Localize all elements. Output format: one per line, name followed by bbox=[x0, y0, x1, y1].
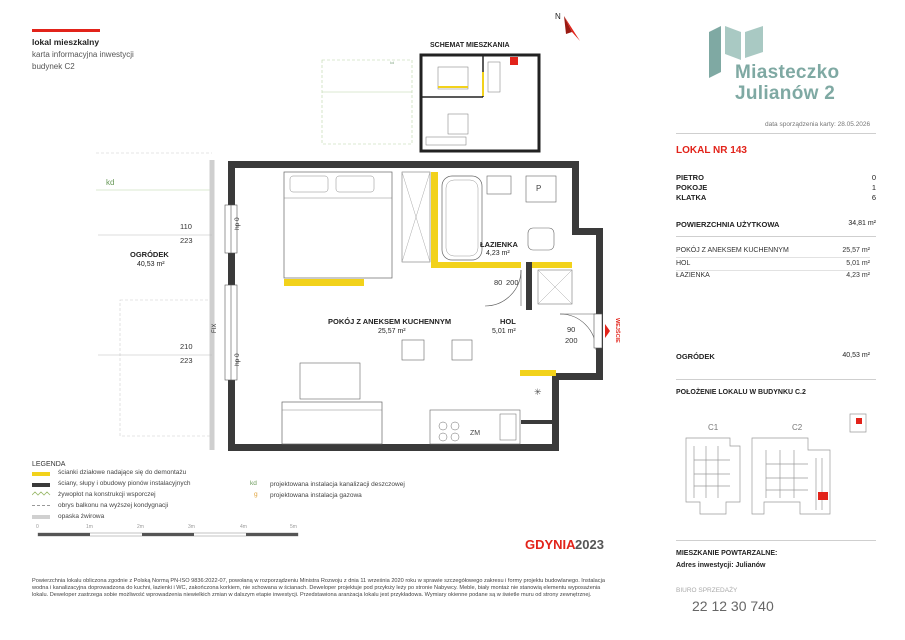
room-name: POKÓJ Z ANEKSEM KUCHENNYM bbox=[676, 247, 789, 254]
main-room-area: 25,57 m² bbox=[378, 328, 406, 335]
building-c2-label: C2 bbox=[792, 423, 803, 432]
main-room-name: POKÓJ Z ANEKSEM KUCHENNYM bbox=[328, 317, 452, 326]
rain-drain-label: kd bbox=[106, 178, 115, 187]
gas-symbol: g bbox=[254, 491, 258, 498]
usable-area-value: 34,81 m² bbox=[848, 220, 876, 227]
investment-address: Adres inwestycji: Julianów bbox=[676, 562, 766, 569]
entrance-label: WEJŚCIE bbox=[614, 318, 620, 343]
usable-area-label: POWIERZCHNIA UŻYTKOWA bbox=[676, 220, 780, 229]
sales-label: BIURO SPRZEDAŻY bbox=[676, 587, 738, 594]
rain-drain-symbol: kd bbox=[250, 480, 257, 487]
divider bbox=[676, 540, 876, 541]
bathroom-area: 4,23 m² bbox=[486, 250, 510, 257]
unit-number: LOKAL NR 143 bbox=[676, 145, 747, 156]
legend-item: projektowana instalacja gazowa bbox=[270, 492, 362, 499]
scale-label: 5m bbox=[290, 524, 297, 530]
sheet-date: data sporządzenia karty: 28.05.2026 bbox=[765, 121, 871, 128]
repeat-title: MIESZKANIE POWTARZALNE: bbox=[676, 550, 778, 557]
sill-height-1: hp 0 bbox=[234, 217, 241, 230]
divider bbox=[676, 236, 876, 237]
window2-height: 223 bbox=[180, 356, 193, 365]
sales-phone: 22 12 30 740 bbox=[692, 598, 774, 614]
city-year: 2023 bbox=[575, 537, 604, 552]
hall-name: HOL bbox=[500, 317, 516, 326]
svg-text:✳: ✳ bbox=[534, 387, 542, 397]
fridge-label: P bbox=[536, 184, 542, 193]
room-name: HOL bbox=[676, 260, 691, 267]
floor-value: 0 bbox=[871, 173, 876, 182]
rooms-label: POKOJE bbox=[676, 183, 708, 192]
legend-item: obrys balkonu na wyższej kondygnacji bbox=[58, 502, 169, 509]
scale-label: 4m bbox=[240, 524, 247, 530]
legend-item: żywopłot na konstrukcji wsporczej bbox=[58, 491, 156, 498]
doc-building: budynek C2 bbox=[32, 62, 75, 71]
footnote: Powierzchnia lokalu obliczona zgodnie z Polską Normą PN-ISO 9836:2022-07, powołaną w rozporządzeniu Ministra Rozwoju z dnia 11 września 2020 roku w sprawie szczegółowego zakresu i formy projektu budowlanego. Instalacja wodna i kanalizacyjna doprowadzona do kuchni, łazienki i WC, zakończona korkiem, nie schowana w ścianach. Deweloper projektuje pod przyłoży leży po stronie Nabywcy. Meble, biały montaż nie stanowią elementu wyposażenia lokalu. Deweloper zastrzega sobie możliwość wprowadzenia niewielkich zmian w dalszym etapie inwestycji. Przedstawiona aranżacja lokalu jest przykładowa. Wymiary okienne podane są w świetle muru od strony zewnętrznej. bbox=[32, 578, 605, 598]
divider bbox=[676, 133, 876, 134]
scale-label: 1m bbox=[86, 524, 93, 530]
legend-swatch-removable bbox=[32, 472, 50, 476]
scale-label: 3m bbox=[188, 524, 195, 530]
scale-label: 0 bbox=[36, 524, 39, 530]
legend-item: opaska żwirowa bbox=[58, 513, 105, 520]
garden-name: OGRÓDEK bbox=[130, 250, 169, 259]
doc-subtitle: karta informacyjna inwestycji bbox=[32, 50, 134, 59]
stair-label: KLATKA bbox=[676, 193, 707, 202]
legend-item: ściany, słupy i obudowy pionów instalacyjnych bbox=[58, 480, 191, 487]
window2-width: 210 bbox=[180, 342, 193, 351]
svg-text:kd: kd bbox=[390, 60, 395, 65]
room-area: 25,57 m² bbox=[842, 247, 870, 254]
rooms-value: 1 bbox=[871, 183, 876, 192]
brand-name-line1: Miasteczko bbox=[735, 62, 840, 83]
legend-swatch-gravel bbox=[32, 515, 50, 519]
city-name: GDYNIA bbox=[525, 537, 576, 552]
legend-swatch-balcony bbox=[32, 505, 50, 506]
bathroom-name: ŁAZIENKA bbox=[480, 240, 518, 249]
legend-item: ścianki działowe nadające się do demontażu bbox=[58, 469, 187, 476]
window1-width: 110 bbox=[180, 222, 192, 231]
divider bbox=[676, 270, 870, 271]
north-label: N bbox=[555, 12, 561, 21]
room-area: 5,01 m² bbox=[846, 260, 870, 267]
scale-bar bbox=[32, 524, 302, 544]
doc-title: lokal mieszkalny bbox=[32, 37, 100, 47]
garden-value: 40,53 m² bbox=[842, 352, 870, 359]
legend-title: LEGENDA bbox=[32, 461, 66, 468]
brand-name-line2: Julianów 2 bbox=[735, 83, 836, 104]
divider bbox=[676, 257, 870, 258]
window1-height: 223 bbox=[180, 236, 193, 245]
room-name: ŁAZIENKA bbox=[676, 272, 710, 279]
sill-height-2: hp 0 bbox=[234, 353, 241, 366]
garden-label: OGRÓDEK bbox=[676, 352, 715, 361]
washer-label: ZM bbox=[470, 430, 481, 437]
bathroom-door-height: 200 bbox=[506, 278, 519, 287]
room-area: 4,23 m² bbox=[846, 272, 870, 279]
hedge-icon bbox=[32, 491, 52, 499]
location-title: POŁOŻENIE LOKALU W BUDYNKU C.2 bbox=[676, 389, 806, 396]
entry-door-height: 200 bbox=[565, 336, 578, 345]
floor-label: PIETRO bbox=[676, 173, 704, 182]
legend-item: projektowana instalacja kanalizacji deszczowej bbox=[270, 481, 405, 488]
building-c1-label: C1 bbox=[708, 423, 719, 432]
building-location-map bbox=[680, 402, 874, 520]
entry-door-width: 90 bbox=[567, 325, 576, 334]
scale-label: 2m bbox=[137, 524, 144, 530]
scheme-title: SCHEMAT MIESZKANIA bbox=[430, 42, 510, 49]
garden-area: 40,53 m² bbox=[137, 261, 165, 268]
fixed-window-label: FIX bbox=[212, 323, 218, 333]
legend-swatch-structural bbox=[32, 483, 50, 487]
stair-value: 6 bbox=[871, 193, 876, 202]
hall-area: 5,01 m² bbox=[492, 328, 516, 335]
bathroom-door-width: 80 bbox=[494, 278, 503, 287]
divider bbox=[676, 379, 876, 380]
